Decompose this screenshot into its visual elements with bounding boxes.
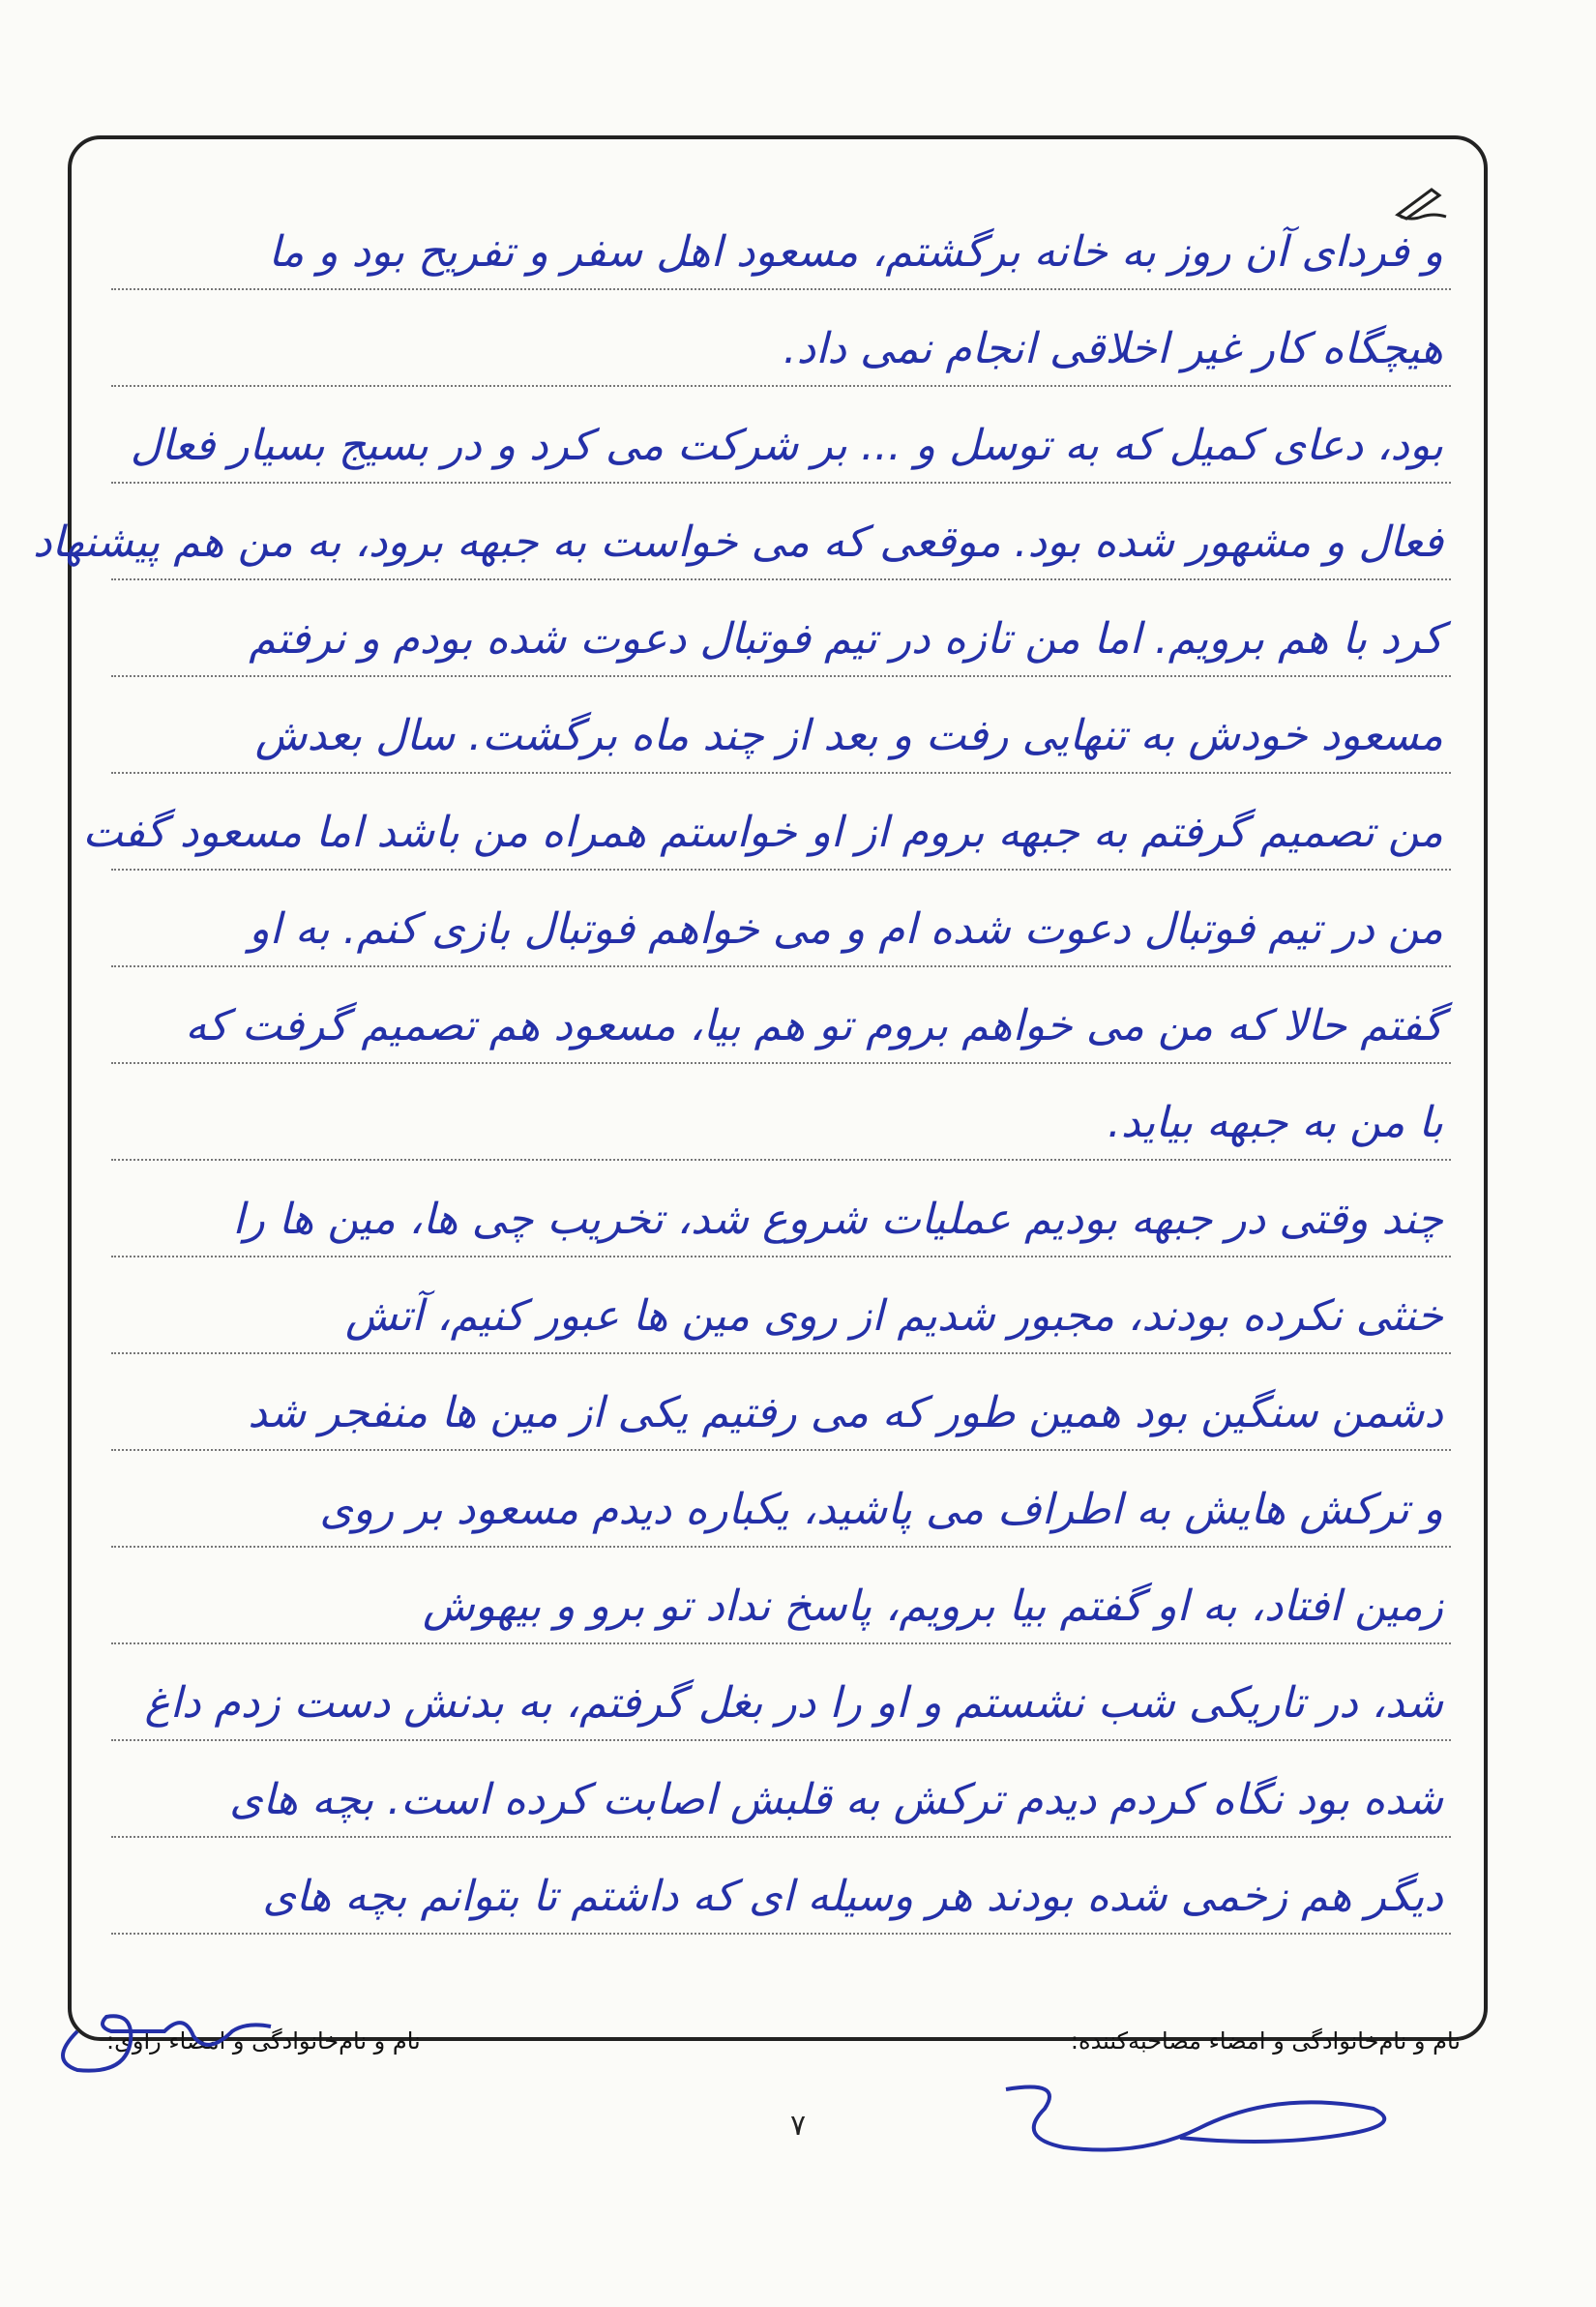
text-line: دیگر هم زخمی شده بودند هر وسیله ای که داشتم تا بتوانم بچه های — [111, 1838, 1451, 1935]
text-line: گفتم حالا که من می خواهم بروم تو هم بیا، مسعود هم تصمیم گرفت که — [111, 967, 1451, 1064]
narrator-signature-label: نام و نام‌خانوادگی و امضاء راوی: — [106, 2027, 421, 2055]
text-line: شد، در تاریکی شب نشستم و او را در بغل گرفتم، به بدنش دست زدم داغ — [111, 1644, 1451, 1741]
text-line: هیچگاه کار غیر اخلاقی انجام نمی داد. — [111, 290, 1451, 387]
text-line: بود، دعای کمیل که به توسل و ... بر شرکت می کرد و در بسیج بسیار فعال — [111, 387, 1451, 484]
narrator-signature — [39, 1973, 290, 2080]
text-line: من تصمیم گرفتم به جبهه بروم از او خواستم همراه من باشد اما مسعود گفت — [111, 774, 1451, 871]
interviewer-signature-label: نام و نام‌خانوادگی و امضاء مصاحبه‌کننده: — [1070, 2027, 1461, 2055]
text-line: و فردای آن روز به خانه برگشتم، مسعود اهل سفر و تفریح بود و ما — [111, 193, 1451, 290]
text-line: من در تیم فوتبال دعوت شده ام و می خواهم فوتبال بازی کنم. به او — [111, 871, 1451, 967]
text-line: خنثی نکرده بودند، مجبور شدیم از روی مین ها عبور کنیم، آتش — [111, 1257, 1451, 1354]
text-line: کرد با هم برویم. اما من تازه در تیم فوتبال دعوت شده بودم و نرفتم — [111, 580, 1451, 677]
text-line: شده بود نگاه کردم دیدم ترکش به قلبش اصابت کرده است. بچه های — [111, 1741, 1451, 1838]
text-line: زمین افتاد، به او گفتم بیا برویم، پاسخ نداد تو برو و بیهوش — [111, 1548, 1451, 1644]
page-number: ۷ — [789, 2109, 807, 2143]
signature-footer — [106, 2017, 1461, 2065]
handwritten-text-block — [32, 193, 1451, 1935]
text-line: مسعود خودش به تنهایی رفت و بعد از چند ماه برگشت. سال بعدش — [111, 677, 1451, 774]
text-line: چند وقتی در جبهه بودیم عملیات شروع شد، تخریب چی ها، مین ها را — [111, 1161, 1451, 1257]
text-line: دشمن سنگین بود همین طور که می رفتیم یکی از مین ها منفجر شد — [111, 1354, 1451, 1451]
text-line: فعال و مشهور شده بود. موقعی که می خواست به جبهه برود، به من هم پیشنهاد — [111, 484, 1451, 580]
text-line: و ترکش هایش به اطراف می پاشید، یکباره دیدم مسعود بر روی — [111, 1451, 1451, 1548]
text-line: با من به جبهه بیاید. — [111, 1064, 1451, 1161]
